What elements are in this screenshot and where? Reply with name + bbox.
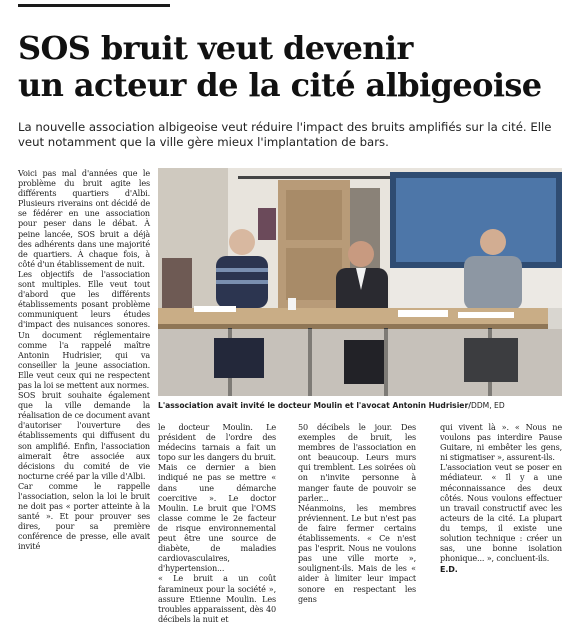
author-signature: E.D. [440, 565, 458, 575]
photo-credit: DDM, ED [470, 401, 505, 410]
paragraph: Voici pas mal d'années que le problème du bruit agite les différents quartiers d'Albi. Plusieurs riverains ont décidé de se fédérer en une association pour peser dans le débat. À peine lancée, SOS bruit a déjà des adhérents dans une majorité de quartiers. À chaque fois, à côté d'un établissement de nuit. [18, 168, 150, 269]
top-rule [18, 4, 170, 7]
caption-text: L'association avait invité le docteur Moulin et l'avocat Antonin Hudrisier/ [158, 401, 471, 410]
deck: La nouvelle association albigeoise veut réduire l'impact des bruits amplifiés sur la cité. Elle veut notamment que la ville gère mieux l'implantation de bars. [18, 120, 552, 149]
paragraph: Néanmoins, les membres préviennent. Le but n'est pas de faire fermer certains établissements. « Ce n'est pas l'esprit. Nous ne voulons pas une ville morte », soulignent-ils. Mais de les « aider à limiter leur impact sonore en respectant les gens [298, 502, 416, 604]
paragraph: qui vivent là ». « Nous ne voulons pas interdire Pause Guitare, ni embêter les gens, ni stigmatiser », assurent-ils. [440, 422, 562, 463]
headline-line-2: un acteur de la cité albigeoise [18, 66, 542, 104]
article-column-2 [158, 422, 276, 624]
headline [18, 30, 548, 104]
article-column-1 [18, 168, 150, 596]
press-photo [158, 168, 562, 396]
paragraph: Les objectifs de l'association sont multiples. Elle veut tout d'abord que les différents établissements posant problème communiquent leurs études d'impact des nuisances sonores. Un document réglementaire comme l'a rappelé maître Antonin Hudrisier, qui va conseiller la jeune association. Elle veut ceux qui ne respectent pas la loi se mettent aux normes. [18, 268, 150, 390]
headline-line-1: SOS bruit veut devenir [18, 29, 413, 67]
paragraph: « Le bruit a un coût faramineux pour la société », assure Etienne Moulin. Les troubles apparaissent, dès 40 décibels la nuit et [158, 573, 276, 624]
paragraph: SOS bruit souhaite également que la ville demande la réalisation de ce document avant d'autoriser l'ouverture des établissements qui diffusent du son amplifié. Enfin, l'association aimerait être associée aux décisions du comité de vie nocturne créé par la ville d'Albi. [18, 390, 150, 481]
photo-caption [158, 400, 562, 412]
paragraph: le docteur Moulin. Le président de l'ordre des médecins tarnais a fait un topo sur les dangers du bruit. Mais ce dernier a bien indiqué ne pas se mettre « dans une démarche coercitive ». Le doctor Moulin. Le bruit que l'OMS classe comme le 2e facteur de risque environnemental peut être une source de diabète, de maladies cardiovasculaires, d'hypertension... [158, 422, 276, 574]
paragraph: 50 décibels le jour. Des exemples de bruit, les membres de l'association en ont beaucoup. Leurs murs qui tremblent. Les soirées où on n'invite personne à manger faute de pouvoir se parler... [298, 422, 416, 503]
paragraph: Car comme le rappelle l'association, selon la loi le bruit ne doit pas « porter atteinte à la santé ». Et pour prouver ses dires, pour sa première conférence de presse, elle avait invité [18, 480, 150, 552]
paragraph: L'association veut se poser en médiateur. « Il y a une méconnaissance des deux côtés. Nous voulons effectuer un travail constructif avec les acteurs de la cité. La plupart du temps, il existe une solution technique : créer un sas, une bonne isolation phonique... », concluent-ils. [440, 462, 562, 564]
article-column-3 [298, 422, 416, 604]
article-column-4 [440, 422, 562, 596]
